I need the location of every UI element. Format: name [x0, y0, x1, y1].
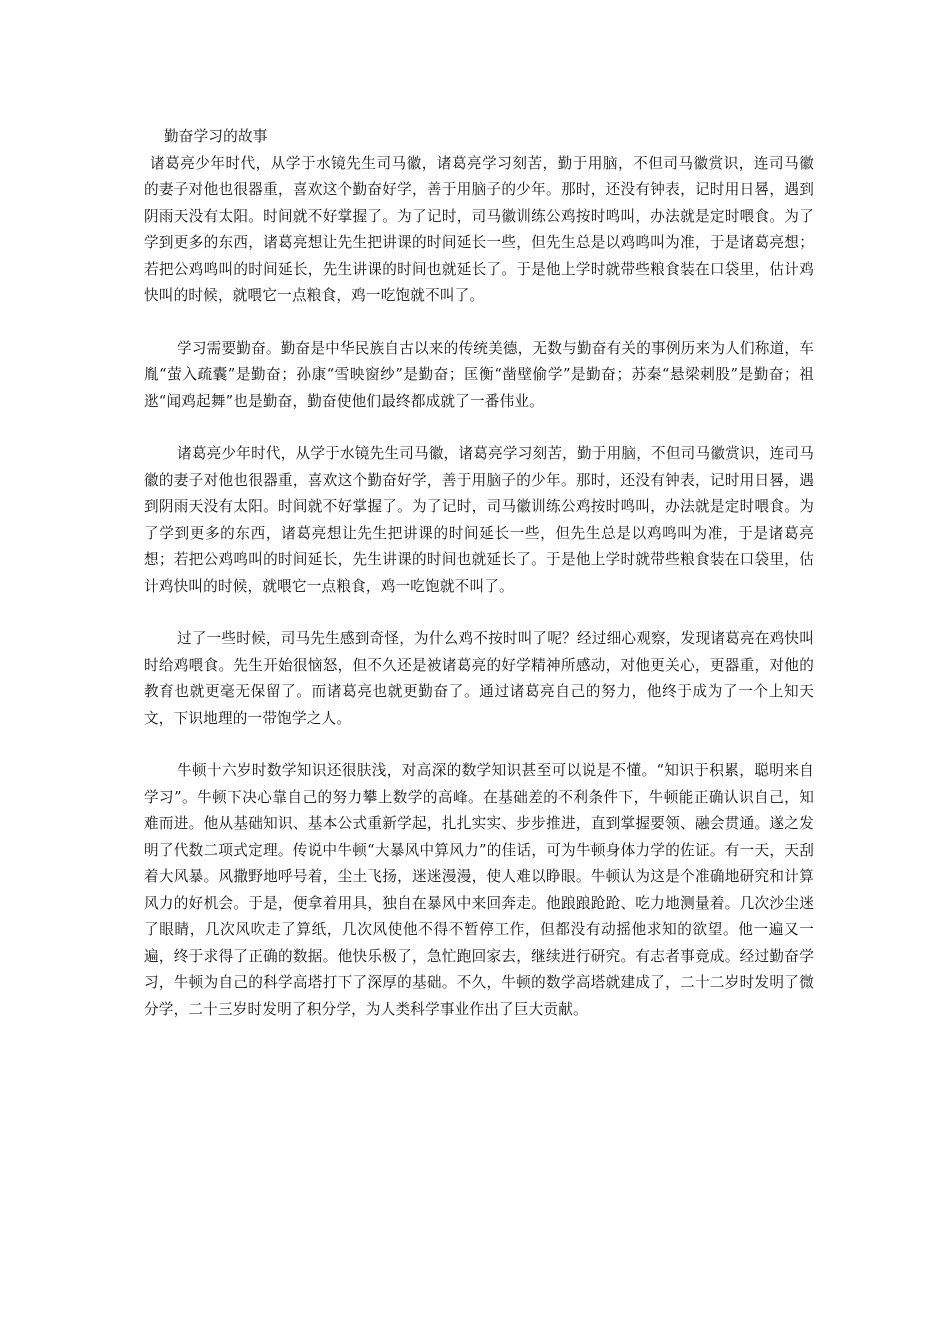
paragraph-zhuge-liang-intro: 诸葛亮少年时代，从学于水镜先生司马徽，诸葛亮学习刻苦，勤于用脑，不但司马徽赏识，连司马徽的妻子对他也很器重，喜欢这个勤奋好学，善于用脑子的少年。那时，还没有钟表，记时用日晷，遇到阴雨天没有太阳。时间就不好掌握了。为了记时，司马徽训练公鸡按时鸣叫，办法就是定时喂食。为了学到更多的东西，诸葛亮想让先生把讲课的时间延长一些，但先生总是以鸡鸣叫为准，于是诸葛亮想；若把公鸡鸣叫的时间延长，先生讲课的时间也就延长了。于是他上学时就带些粮食装在口袋里，估计鸡快叫的时候，就喂它一点粮食，鸡一吃饱就不叫了。	[144, 154, 814, 304]
paragraph-diligence: 学习需要勤奋。勤奋是中华民族自古以来的传统美德，无数与勤奋有关的事例历来为人们称道，车胤“萤入疏囊”是勤奋；孙康“雪映窗纱”是勤奋；匡衡“凿壁偷学”是勤奋；苏秦“悬梁刺股”是勤奋；祖逖“闻鸡起舞”也是勤奋，勤奋使他们最终都成就了一番伟业。	[144, 339, 814, 410]
paragraph-spacer	[144, 310, 814, 336]
paragraph-zhuge-liang-repeat: 诸葛亮少年时代，从学于水镜先生司马徽，诸葛亮学习刻苦，勤于用脑，不但司马徽赏识，连司马徽的妻子对他也很器重，喜欢这个勤奋好学，善于用脑子的少年。那时，还没有钟表，记时用日晷，遇到阴雨天没有太阳。时间就不好掌握了。为了记时，司马徽训练公鸡按时鸣叫，办法就是定时喂食。为了学到更多的东西，诸葛亮想让先生把讲课的时间延长一些，但先生总是以鸡鸣叫为准，于是诸葛亮想；若把公鸡鸣叫的时间延长，先生讲课的时间也就延长了。于是他上学时就带些粮食装在口袋里，估计鸡快叫的时候，就喂它一点粮食，鸡一吃饱就不叫了。	[144, 445, 814, 595]
paragraph-spacer	[144, 732, 814, 758]
paragraph-newton: 牛顿十六岁时数学知识还很肤浅，对高深的数学知识甚至可以说是不懂。“知识于积累，聪明来自学习”。牛顿下决心靠自己的努力攀上数学的高峰。在基础差的不利条件下，牛顿能正确认识自己，知难而进。他从基础知识、基本公式重新学起，扎扎实实、步步推进，直到掌握要领、融会贯通。遂之发明了代数二项式定理。传说中牛顿“大暴风中算风力”的佳话，可为牛顿身体力学的佐证。有一天，天刮着大风暴。风撒野地呼号着，尘土飞扬，迷迷漫漫，使人难以睁眼。牛顿认为这是个准确地研究和计算风力的好机会。于是，便拿着用具，独自在暴风中来回奔走。他踉踉跄跄、吃力地测量着。几次沙尘迷了眼睛，几次风吹走了算纸，几次风使他不得不暂停工作，但都没有动摇他求知的欲望。他一遍又一遍，终于求得了正确的数据。他快乐极了，急忙跑回家去，继续进行研究。有志者事竟成。经过勤奋学习，牛顿为自己的科学高塔打下了深厚的基础。不久，牛顿的数学高塔就建成了，二十二岁时发明了微分学，二十三岁时发明了积分学，为人类科学事业作出了巨大贡献。	[144, 762, 814, 1018]
paragraph-spacer	[144, 600, 814, 626]
document-title: 勤奋学习的故事	[164, 128, 268, 145]
document-body	[144, 124, 814, 1023]
paragraph-zhuge-liang-outcome: 过了一些时候，司马先生感到奇怪，为什么鸡不按时叫了呢？经过细心观察，发现诸葛亮在鸡快叫时给鸡喂食。先生开始很恼怒，但不久还是被诸葛亮的好学精神所感动，对他更关心，更器重，对他的教育也就更毫无保留了。而诸葛亮也就更勤奋了。通过诸葛亮自己的努力，他终于成为了一个上知天文，下识地理的一带饱学之人。	[144, 630, 814, 727]
paragraph-spacer	[144, 415, 814, 441]
